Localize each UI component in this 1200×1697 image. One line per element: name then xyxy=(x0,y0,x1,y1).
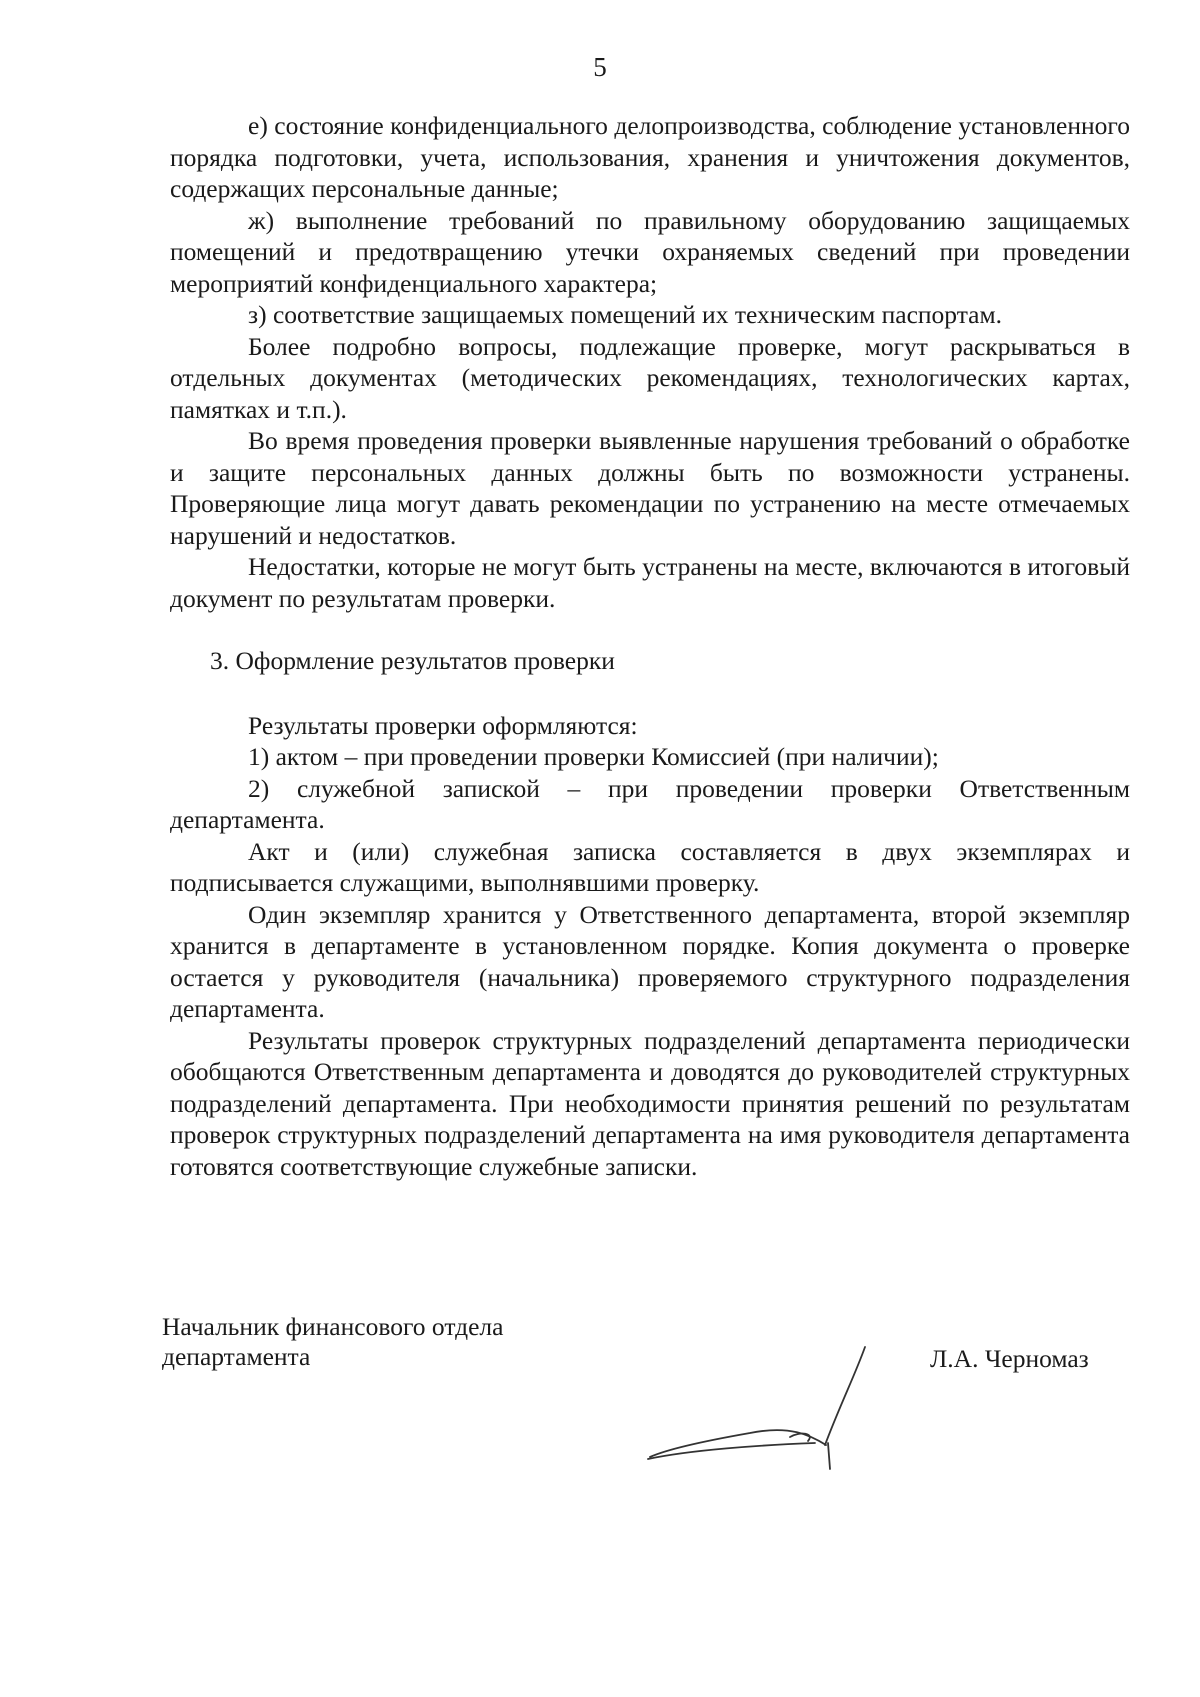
paragraph-details: Более подробно вопросы, подлежащие проверке, могут раскрываться в отдельных документах (методических рекомендациях, технологических картах, памятках и т.п.). xyxy=(170,331,1130,424)
handwritten-signature xyxy=(640,1345,870,1470)
paragraph-shortcomings: Недостатки, которые не могут быть устранены на месте, включаются в итоговый документ по результатам проверки. xyxy=(170,552,1130,613)
document-body xyxy=(170,110,1130,1182)
paragraph-violations: Во время проведения проверки выявленные нарушения требований о обработке и защите персональных данных должны быть по возможности устранены. Проверяющие лица могут давать рекомендации по устранению на месте отмечаемых нарушений и недостатков. xyxy=(170,426,1130,550)
paragraph-item-e: е) состояние конфиденциального делопроизводства, соблюдение установленного порядка подготовки, учета, использования, хранения и уничтожения документов, содержащих персональные данные; xyxy=(170,111,1130,203)
paragraph-item-zh: ж) выполнение требований по правильному оборудованию защищаемых помещений и предотвращению утечки охраняемых сведений при проведении мероприятий конфиденциального характера; xyxy=(170,205,1130,298)
signer-position-line2: департамента xyxy=(162,1342,311,1371)
paragraph-results-act: 1) актом – при проведении проверки Комиссией (при наличии); xyxy=(248,742,939,771)
paragraph-item-z: з) соответствие защищаемых помещений их техническим паспортам. xyxy=(248,300,1003,329)
section-heading: 3. Оформление результатов проверки xyxy=(210,646,615,675)
paragraph-results-memo: 2) служебной запиской – при проведении проверки Ответственным департамента. xyxy=(170,773,1130,834)
signature-position xyxy=(162,1312,503,1372)
paragraph-results-intro: Результаты проверки оформляются: xyxy=(248,710,638,740)
signer-position-line1: Начальник финансового отдела xyxy=(162,1312,504,1341)
signer-name: Л.А. Черномаз xyxy=(930,1344,1089,1373)
paragraph-copies: Акт и (или) служебная записка составляется в двух экземплярах и подписывается служащими, выполнявшими проверку. xyxy=(170,836,1130,897)
page-number: 5 xyxy=(593,52,607,82)
paragraph-storage: Один экземпляр хранится у Ответственного департамента, второй экземпляр хранится в департаменте в установленном порядке. Копия документа о проверке остается у руководителя (начальника) проверяемого структурного подразделения департамента. xyxy=(170,899,1130,1023)
paragraph-summary: Результаты проверок структурных подразделений департамента периодически обобщаются Ответственным департамента и доводятся до руководителей структурных подразделений департамента. При необходимости принятия решений по результатам проверок структурных подразделений департамента на имя руководителя департамента готовятся соответствующие служебные записки. xyxy=(170,1025,1130,1181)
